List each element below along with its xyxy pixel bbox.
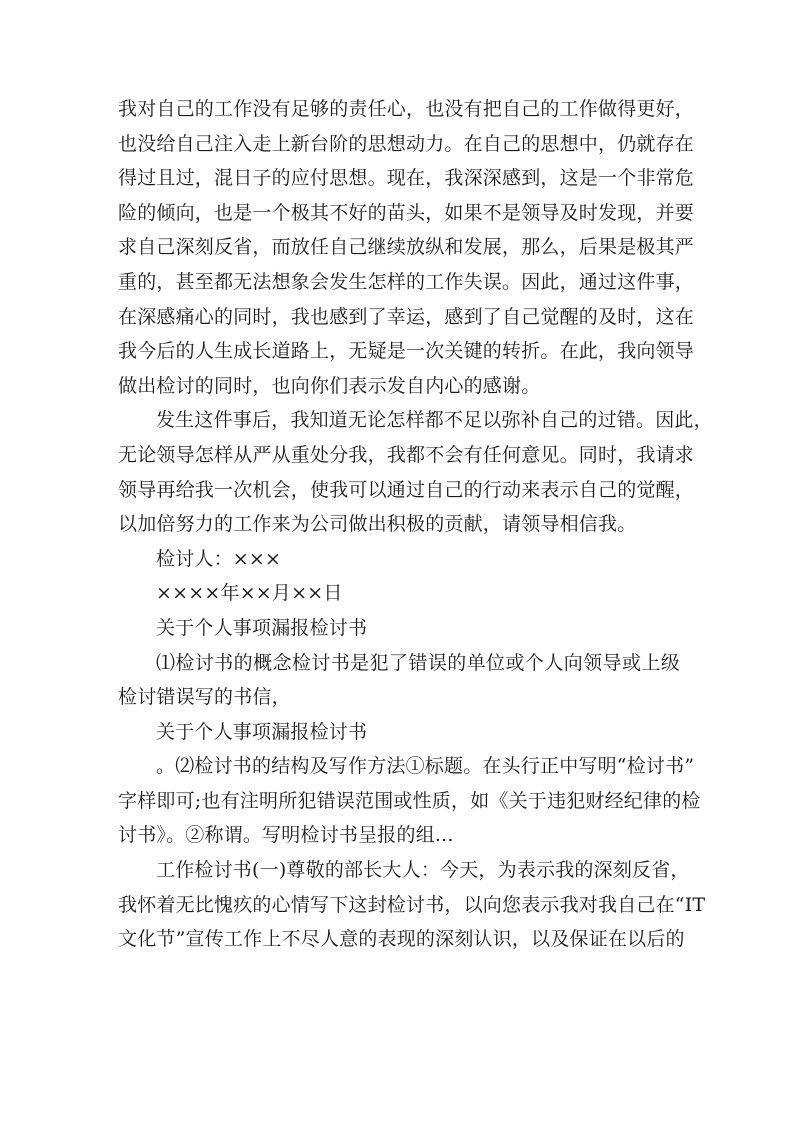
text-line: 。⑵检讨书的结构及写作方法①标题。在头行正中写明“检讨书” — [156, 755, 695, 778]
text-line: ××××年××月××日 — [156, 582, 343, 605]
text-line: 我怀着无比愧疚的心情写下这封检讨书，以向您表示我对我自己在“IT — [118, 893, 706, 916]
text-line: 我对自己的工作没有足够的责任心，也没有把自己的工作做得更好， — [118, 98, 695, 120]
text-line: 检讨错误写的书信， — [118, 686, 291, 709]
text-line: 求自己深刻反省，而放任自己继续放纵和发展，那么，后果是极其严 — [118, 236, 695, 259]
text-line: 做出检讨的同时，也向你们表示发自内心的感谢。 — [118, 374, 541, 397]
text-line: 检讨人：××× — [156, 547, 282, 570]
text-line: 重的，甚至都无法想象会发生怎样的工作失误。因此，通过这件事， — [118, 270, 695, 293]
text-line: 得过且过，混日子的应付思想。现在，我深深感到，这是一个非常危 — [118, 167, 695, 190]
text-line: 关于个人事项漏报检讨书 — [156, 616, 368, 639]
text-line: 关于个人事项漏报检讨书 — [156, 720, 368, 743]
text-line: 我今后的人生成长道路上，无疑是一次关键的转折。在此，我向领导 — [118, 340, 695, 363]
document-body — [118, 92, 713, 957]
text-line: 文化节”宣传工作上不尽人意的表现的深刻认识，以及保证在以后的 — [118, 928, 685, 951]
text-line: 无论领导怎样从严从重处分我，我都不会有任何意见。同时，我请求 — [118, 443, 695, 466]
text-line: 险的倾向，也是一个极其不好的苗头，如果不是领导及时发现，并要 — [118, 201, 695, 224]
text-line: 发生这件事后，我知道无论怎样都不足以弥补自己的过错。因此， — [156, 409, 713, 432]
text-line: ⑴检讨书的概念检讨书是犯了错误的单位或个人向领导或上级 — [156, 651, 680, 674]
text-line: 在深感痛心的同时，我也感到了幸运，感到了自己觉醒的及时，这在 — [118, 305, 695, 328]
text-line: 工作检讨书(一)尊敬的部长大人：今天，为表示我的深刻反省， — [156, 859, 690, 882]
text-line: 以加倍努力的工作来为公司做出积极的贡献，请领导相信我。 — [118, 513, 637, 536]
text-line: 领导再给我一次机会，使我可以通过自己的行动来表示自己的觉醒， — [118, 478, 695, 501]
text-line: 讨书》。②称谓。写明检讨书呈报的组... — [118, 824, 454, 847]
text-line: 字样即可;也有注明所犯错误范围或性质，如《关于违犯财经纪律的检 — [118, 789, 701, 812]
text-line: 也没给自己注入走上新台阶的思想动力。在自己的思想中，仍就存在 — [118, 132, 695, 155]
